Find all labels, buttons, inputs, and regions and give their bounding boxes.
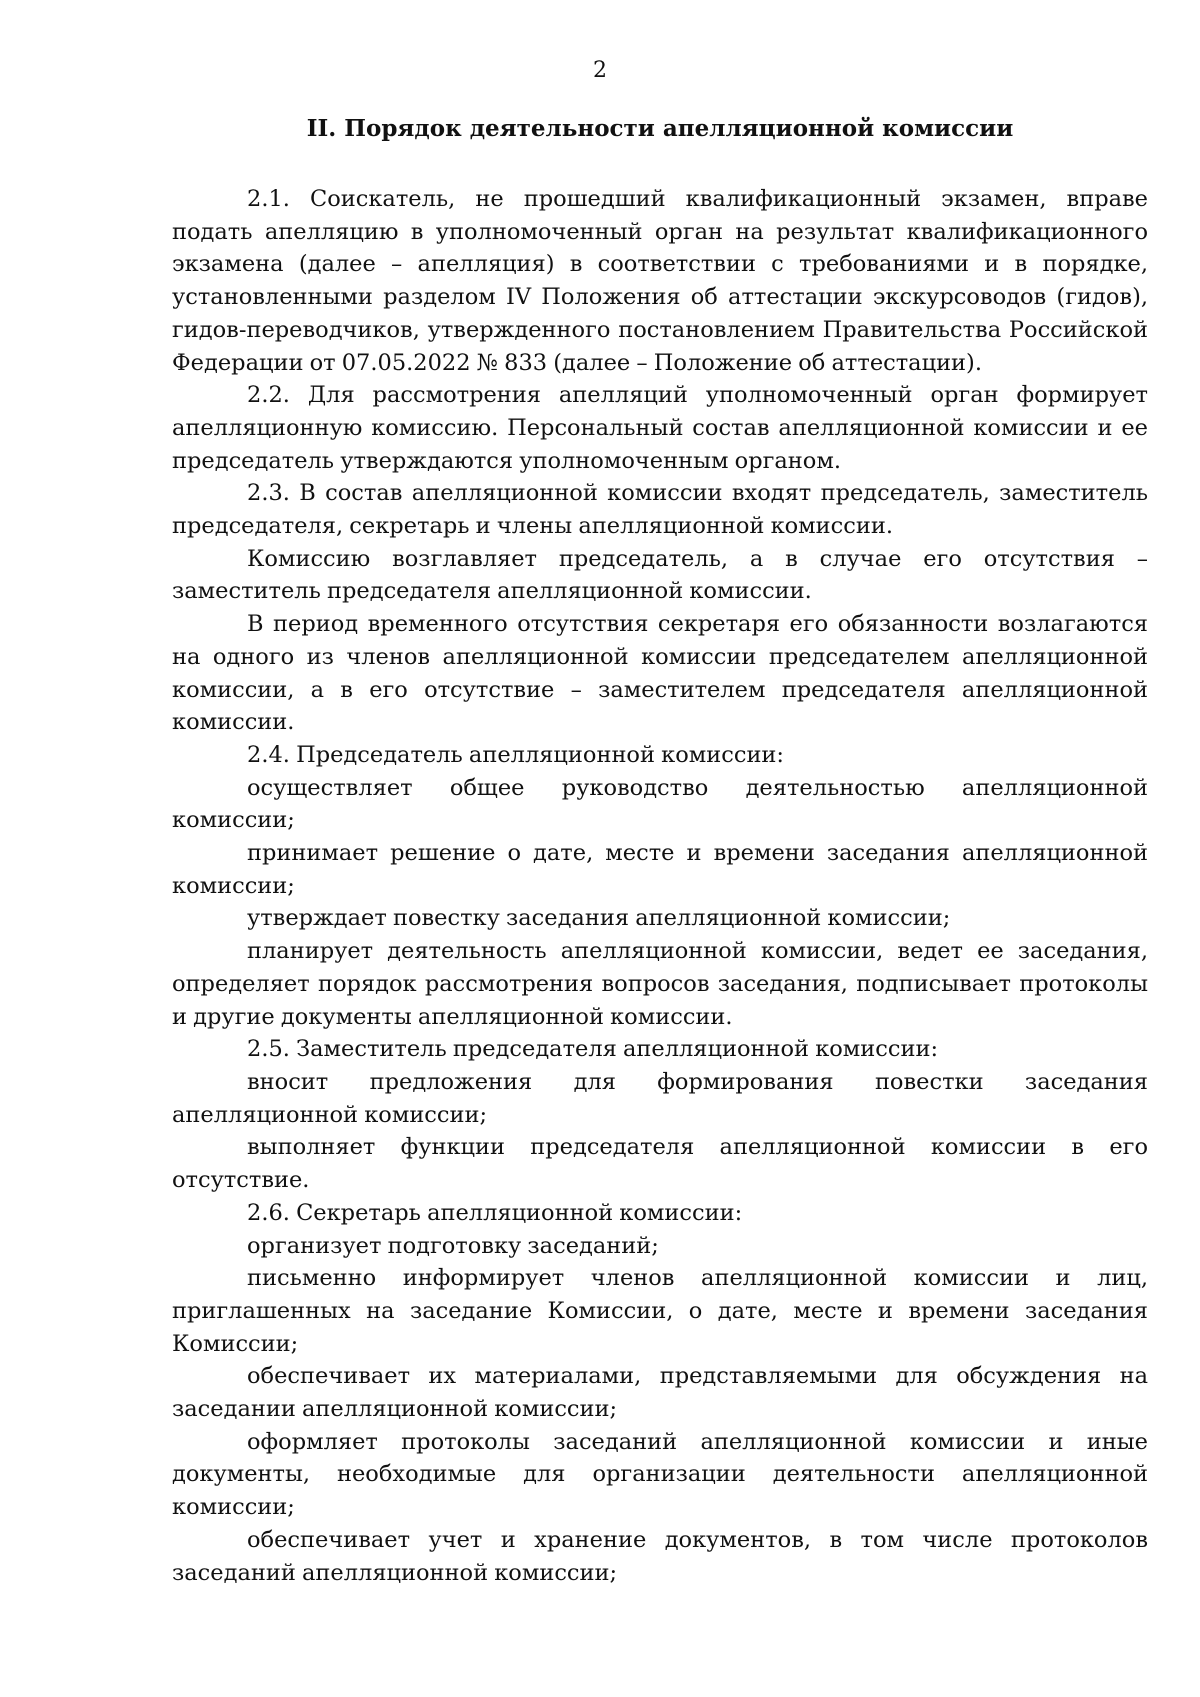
list-item: организует подготовку заседаний; (247, 1232, 659, 1259)
list-item: обеспечивает их материалами, представляемыми для обсуждения на заседании апелляционной комиссии; (172, 1363, 1148, 1423)
paragraph-2-3: 2.3. В состав апелляционной комиссии входят председатель, заместитель председателя, секретарь и члены апелляционной комиссии. (172, 480, 1148, 540)
list-item: вносит предложения для формирования повестки заседания апелляционной комиссии; (172, 1068, 1148, 1128)
paragraph-2-4: 2.4. Председатель апелляционной комиссии: (247, 741, 785, 768)
list-item: обеспечивает учет и хранение документов, в том числе протоколов заседаний апелляционной комиссии; (172, 1526, 1148, 1586)
section-heading: II. Порядок деятельности апелляционной комиссии (306, 115, 1014, 142)
paragraph-2-6: 2.6. Секретарь апелляционной комиссии: (247, 1199, 743, 1226)
list-item: осуществляет общее руководство деятельностью апелляционной комиссии; (172, 774, 1148, 834)
paragraph-secretary-absence: В период временного отсутствия секретаря его обязанности возлагаются на одного из членов апелляционной комиссии председателем апелляционной комиссии, а в его отсутствие – заместителем председателя апелляционной комиссии. (172, 611, 1148, 736)
list-item: оформляет протоколы заседаний апелляционной комиссии и иные документы, необходимые для организации деятельности апелляционной комиссии; (172, 1428, 1148, 1521)
list-item: выполняет функции председателя апелляционной комиссии в его отсутствие. (172, 1134, 1148, 1194)
paragraph-2-1: 2.1. Соискатель, не прошедший квалификационный экзамен, вправе подать апелляцию в уполномоченный орган на результат квалификационного экзамена (далее – апелляция) в соответствии с требованиями и в порядке, установленными разделом IV Положения об аттестации экскурсоводов (гидов), гидов-переводчиков, утвержденного постановлением Правительства Российской Федерации от 07.05.2022 № 833 (далее – Положение об аттестации). (172, 186, 1148, 376)
list-item: утверждает повестку заседания апелляционной комиссии; (247, 905, 951, 932)
paragraph-chair-absence: Комиссию возглавляет председатель, а в случае его отсутствия – заместитель председателя апелляционной комиссии. (172, 545, 1148, 605)
paragraph-2-5: 2.5. Заместитель председателя апелляционной комиссии: (247, 1036, 939, 1063)
list-item: планирует деятельность апелляционной комиссии, ведет ее заседания, определяет порядок рассмотрения вопросов заседания, подписывает протоколы и другие документы апелляционной комиссии. (172, 938, 1148, 1030)
list-item: письменно информирует членов апелляционной комиссии и лиц, приглашенных на заседание Комиссии, о дате, месте и времени заседания Комиссии; (172, 1265, 1148, 1357)
document-body (172, 183, 1148, 1589)
page-number: 2 (593, 58, 607, 83)
paragraph-2-2: 2.2. Для рассмотрения апелляций уполномоченный орган формирует апелляционную комиссию. Персональный состав апелляционной комиссии и ее председатель утверждаются уполномоченным органом. (172, 382, 1148, 474)
list-item: принимает решение о дате, месте и времени заседания апелляционной комиссии; (172, 840, 1148, 899)
